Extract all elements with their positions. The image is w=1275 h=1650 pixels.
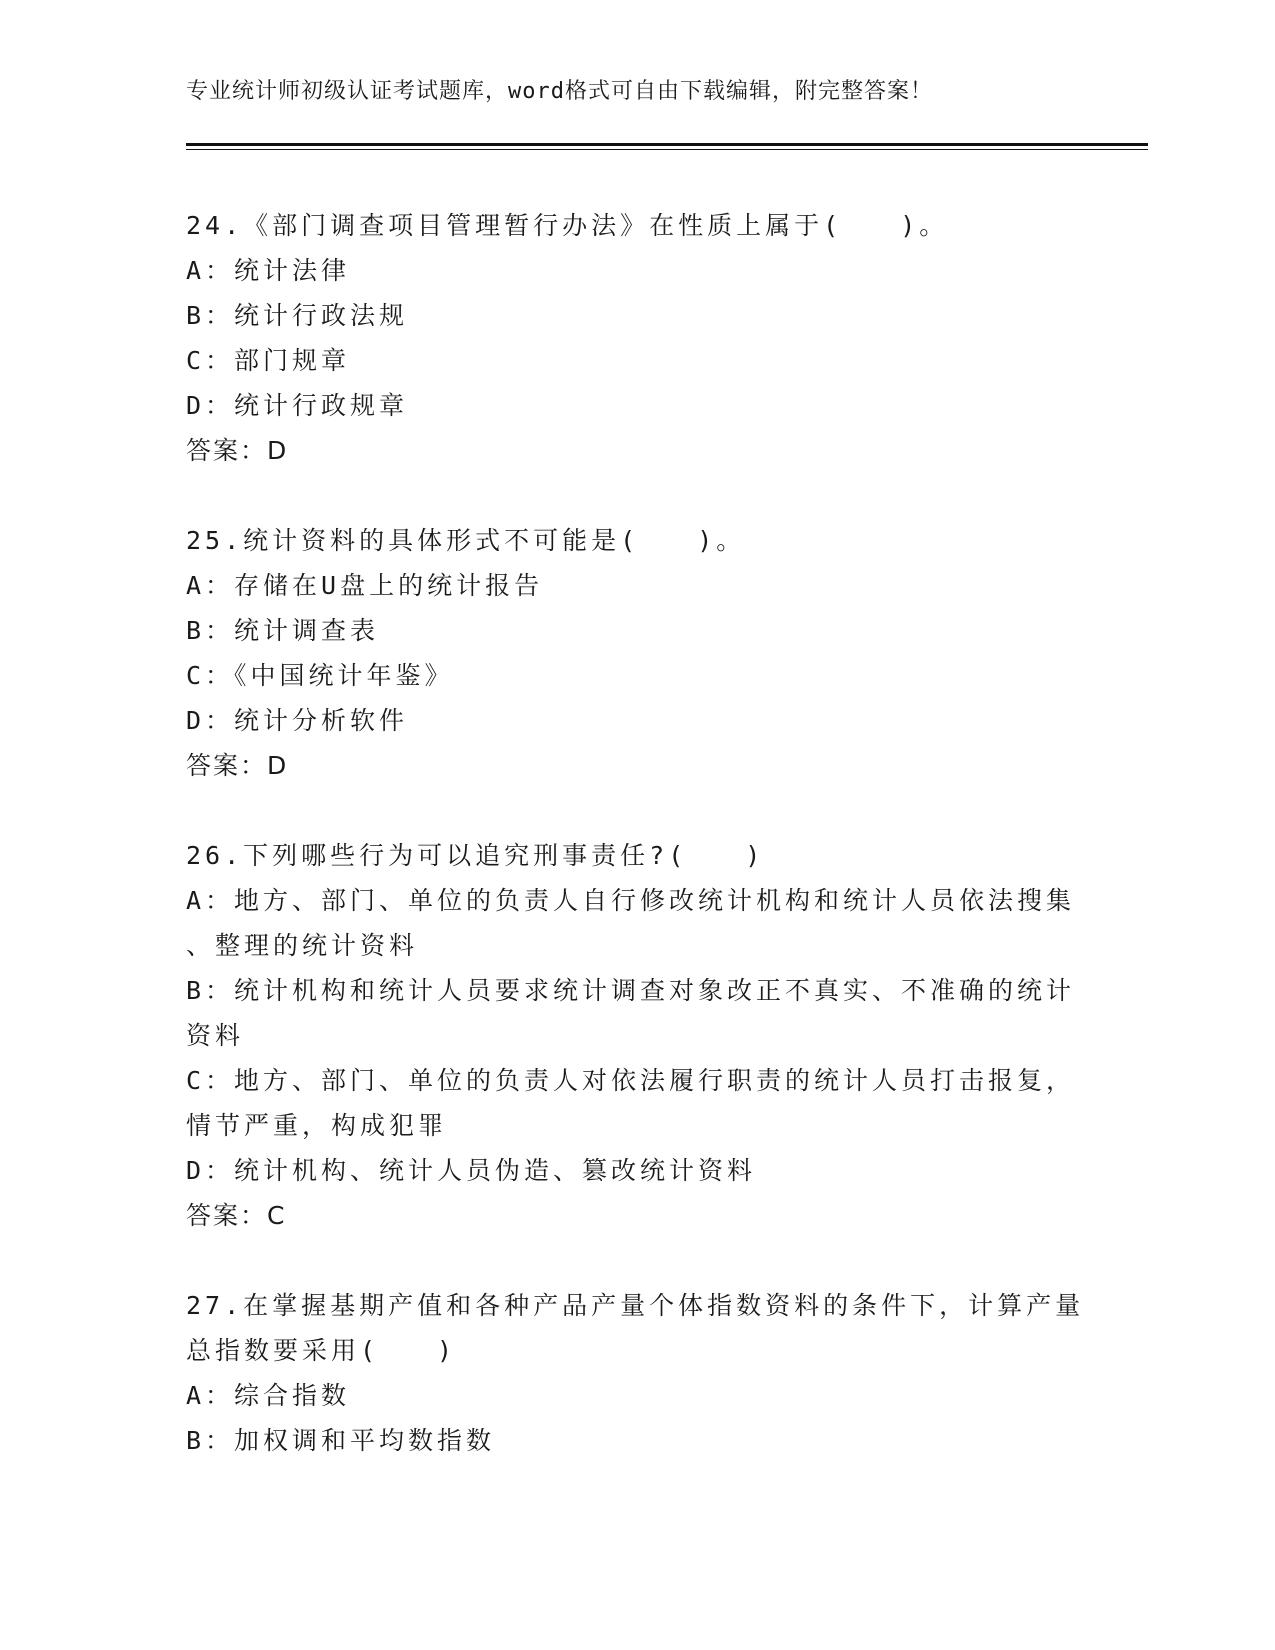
option-b: B：加权调和平均数指数: [186, 1426, 496, 1455]
question-stem: 26.下列哪些行为可以追究刑事责任?( ): [186, 841, 765, 870]
option-b: B：统计调查表: [186, 616, 380, 645]
question-25: [186, 518, 1086, 788]
question-stem: 27.在掌握基期产值和各种产品产量个体指数资料的条件下，计算产量: [186, 1291, 1085, 1320]
page-header: 专业统计师初级认证考试题库，word格式可自由下载编辑，附完整答案！: [186, 79, 933, 104]
answer: 答案：C: [186, 1201, 287, 1230]
header-rule-thin: [186, 149, 1148, 150]
option-b: B：统计机构和统计人员要求统计调查对象改正不真实、不准确的统计: [186, 976, 1076, 1005]
option-d: D：统计行政规章: [186, 391, 409, 420]
option-a: A：统计法律: [186, 256, 351, 285]
question-27: [186, 1283, 1086, 1463]
option-a-continued: 、整理的统计资料: [186, 931, 419, 960]
option-b-continued: 资料: [186, 1021, 245, 1050]
option-b: B：统计行政法规: [186, 301, 409, 330]
option-c: C：《中国统计年鉴》: [186, 661, 454, 690]
answer: 答案：D: [186, 751, 289, 780]
question-24: [186, 203, 1086, 473]
option-c-continued: 情节严重，构成犯罪: [186, 1111, 448, 1140]
option-d: D：统计机构、统计人员伪造、篡改统计资料: [186, 1156, 757, 1185]
header-rule-thick: [186, 143, 1148, 146]
answer: 答案：D: [186, 436, 289, 465]
option-d: D：统计分析软件: [186, 706, 409, 735]
option-c: C：部门规章: [186, 346, 351, 375]
question-stem: 24.《部门调查项目管理暂行办法》在性质上属于( )。: [186, 211, 949, 240]
question-stem: 25.统计资料的具体形式不可能是( )。: [186, 526, 746, 555]
question-26: [186, 833, 1086, 1238]
option-a: A：地方、部门、单位的负责人自行修改统计机构和统计人员依法搜集: [186, 886, 1076, 915]
question-stem-continued: 总指数要采用( ): [186, 1336, 457, 1365]
option-c: C：地方、部门、单位的负责人对依法履行职责的统计人员打击报复，: [186, 1066, 1076, 1095]
option-a: A：综合指数: [186, 1381, 351, 1410]
question-list: [186, 203, 1086, 1508]
option-a: A：存储在U盘上的统计报告: [186, 571, 544, 600]
